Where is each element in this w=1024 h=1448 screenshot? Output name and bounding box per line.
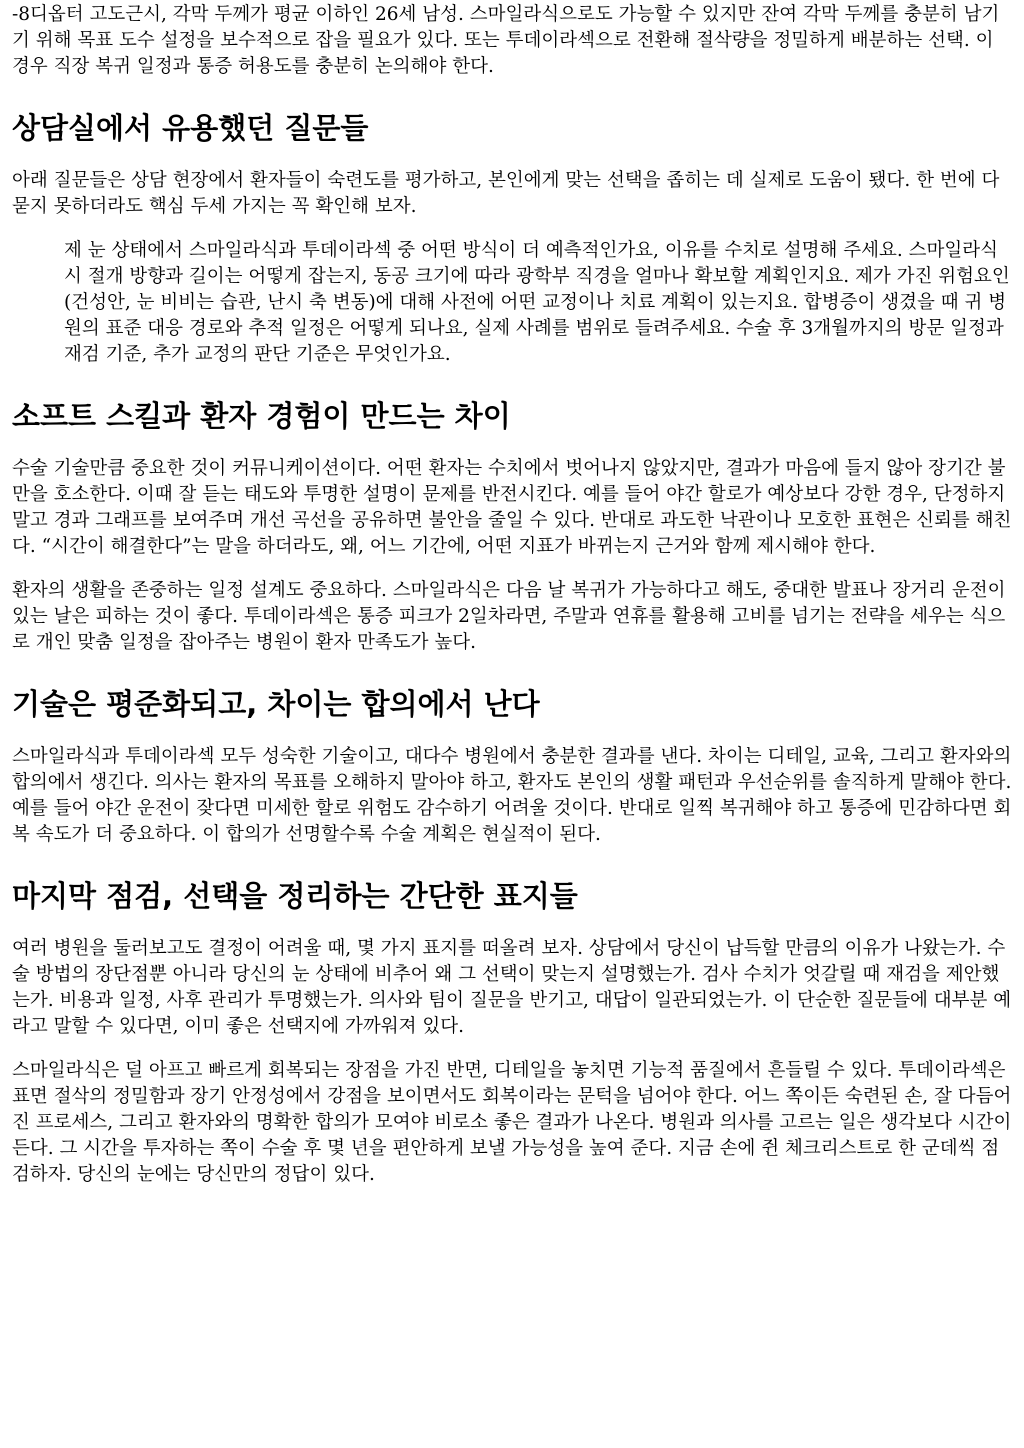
section-paragraph: 여러 병원을 둘러보고도 결정이 어려울 때, 몇 가지 표지를 떠올려 보자. 상담에서 당신이 납득할 만큼의 이유가 나왔는가. 수술 방법의 장단점뿐 아니라 당신의 눈 상태에 비추어 왜 그 선택이 맞는지 설명했는가. 검사 수치가 엇갈릴 때 재검을 제안했는가. 비용과 일정, 사후 관리가 투명했는가. 의사와 팀이 질문을 반기고, 대답이 일관되었는가. 이 단순한 질문들에 대부분 예라고 말할 수 있다면, 이미 좋은 선택지에 가까워져 있다. xyxy=(12,938,1012,1037)
section-paragraph: 환자의 생활을 존중하는 일정 설계도 중요하다. 스마일라식은 다음 날 복귀가 가능하다고 해도, 중대한 발표나 장거리 운전이 있는 날은 피하는 것이 좋다. 투데이라섹은 통증 피크가 2일차라면, 주말과 연휴를 활용해 고비를 넘기는 전략을 세우는 식으로 개인 맞춤 일정을 잡아주는 병원이 환자 만족도가 높다. xyxy=(12,580,1006,653)
article-body xyxy=(12,0,1012,1206)
question-list-quote: 제 눈 상태에서 스마일라식과 투데이라섹 중 어떤 방식이 더 예측적인가요, 이유를 수치로 설명해 주세요. 스마일라식 시 절개 방향과 길이는 어떻게 잡는지, 동공 크기에 따라 광학부 직경을 얼마나 확보할 계획인지요. 제가 가진 위험요인(건성안, 눈 비비는 습관, 난시 축 변동)에 대해 사전에 어떤 교정이나 치료 계획이 있는지요. 합병증이 생겼을 때 귀 병원의 표준 대응 경로와 추적 일정은 어떻게 되나요, 실제 사례를 범위로 들려주세요. 수술 후 3개월까지의 방문 일정과 재검 기준, 추가 교정의 판단 기준은 무엇인가요. xyxy=(64,240,1010,365)
section-heading-consult-questions: 상담실에서 유용했던 질문들 xyxy=(12,111,369,145)
section-paragraph: 스마일라식과 투데이라섹 모두 성숙한 기술이고, 대다수 병원에서 충분한 결과를 낸다. 차이는 디테일, 교육, 그리고 환자와의 합의에서 생긴다. 의사는 환자의 목표를 오해하지 말아야 하고, 환자도 본인의 생활 패턴과 우선순위를 솔직하게 말해야 한다. 예를 들어 야간 운전이 잦다면 미세한 할로 위험도 감수하기 어려울 것이다. 반대로 일찍 복귀해야 하고 통증에 민감하다면 회복 속도가 더 중요하다. 이 합의가 선명할수록 수술 계획은 현실적이 된다. xyxy=(12,746,1012,845)
section-paragraph: 아래 질문들은 상담 현장에서 환자들이 숙련도를 평가하고, 본인에게 맞는 선택을 좁히는 데 실제로 도움이 됐다. 한 번에 다 묻지 못하더라도 핵심 두세 가지는 꼭 확인해 보자. xyxy=(12,170,1000,217)
section-heading-consensus: 기술은 평준화되고, 차이는 합의에서 난다 xyxy=(12,687,540,721)
section-heading-soft-skills: 소프트 스킬과 환자 경험이 만드는 차이 xyxy=(12,399,511,433)
section-paragraph: 수술 기술만큼 중요한 것이 커뮤니케이션이다. 어떤 환자는 수치에서 벗어나지 않았지만, 결과가 마음에 들지 않아 장기간 불만을 호소한다. 이때 잘 듣는 태도와 투명한 설명이 문제를 반전시킨다. 예를 들어 야간 할로가 예상보다 강한 경우, 단정하지 말고 경과 그래프를 보여주며 개선 곡선을 공유하면 불안을 줄일 수 있다. 반대로 과도한 낙관이나 모호한 표현은 신뢰를 해친다. “시간이 해결한다”는 말을 하더라도, 왜, 어느 기간에, 어떤 지표가 바뀌는지 근거와 함께 제시해야 한다. xyxy=(12,458,1012,557)
section-heading-final-check: 마지막 점검, 선택을 정리하는 간단한 표지들 xyxy=(12,879,578,913)
section-paragraph: 스마일라식은 덜 아프고 빠르게 회복되는 장점을 가진 반면, 디테일을 놓치면 기능적 품질에서 흔들릴 수 있다. 투데이라섹은 표면 절삭의 정밀함과 장기 안정성에서 강점을 보이면서도 회복이라는 문턱을 넘어야 한다. 어느 쪽이든 숙련된 손, 잘 다듬어진 프로세스, 그리고 환자와의 명확한 합의가 모여야 비로소 좋은 결과가 나온다. 병원과 의사를 고르는 일은 생각보다 시간이 든다. 그 시간을 투자하는 쪽이 수술 후 몇 년을 편안하게 보낼 가능성을 높여 준다. 지금 손에 쥔 체크리스트로 한 군데씩 점검하자. 당신의 눈에는 당신만의 정답이 있다. xyxy=(12,1060,1012,1185)
intro-paragraph: -8디옵터 고도근시, 각막 두께가 평균 이하인 26세 남성. 스마일라식으로도 가능할 수 있지만 잔여 각막 두께를 충분히 남기기 위해 목표 도수 설정을 보수적으로 잡을 필요가 있다. 또는 투데이라섹으로 전환해 절삭량을 정밀하게 배분하는 선택. 이 경우 직장 복귀 일정과 통증 허용도를 충분히 논의해야 한다. xyxy=(12,4,1000,77)
